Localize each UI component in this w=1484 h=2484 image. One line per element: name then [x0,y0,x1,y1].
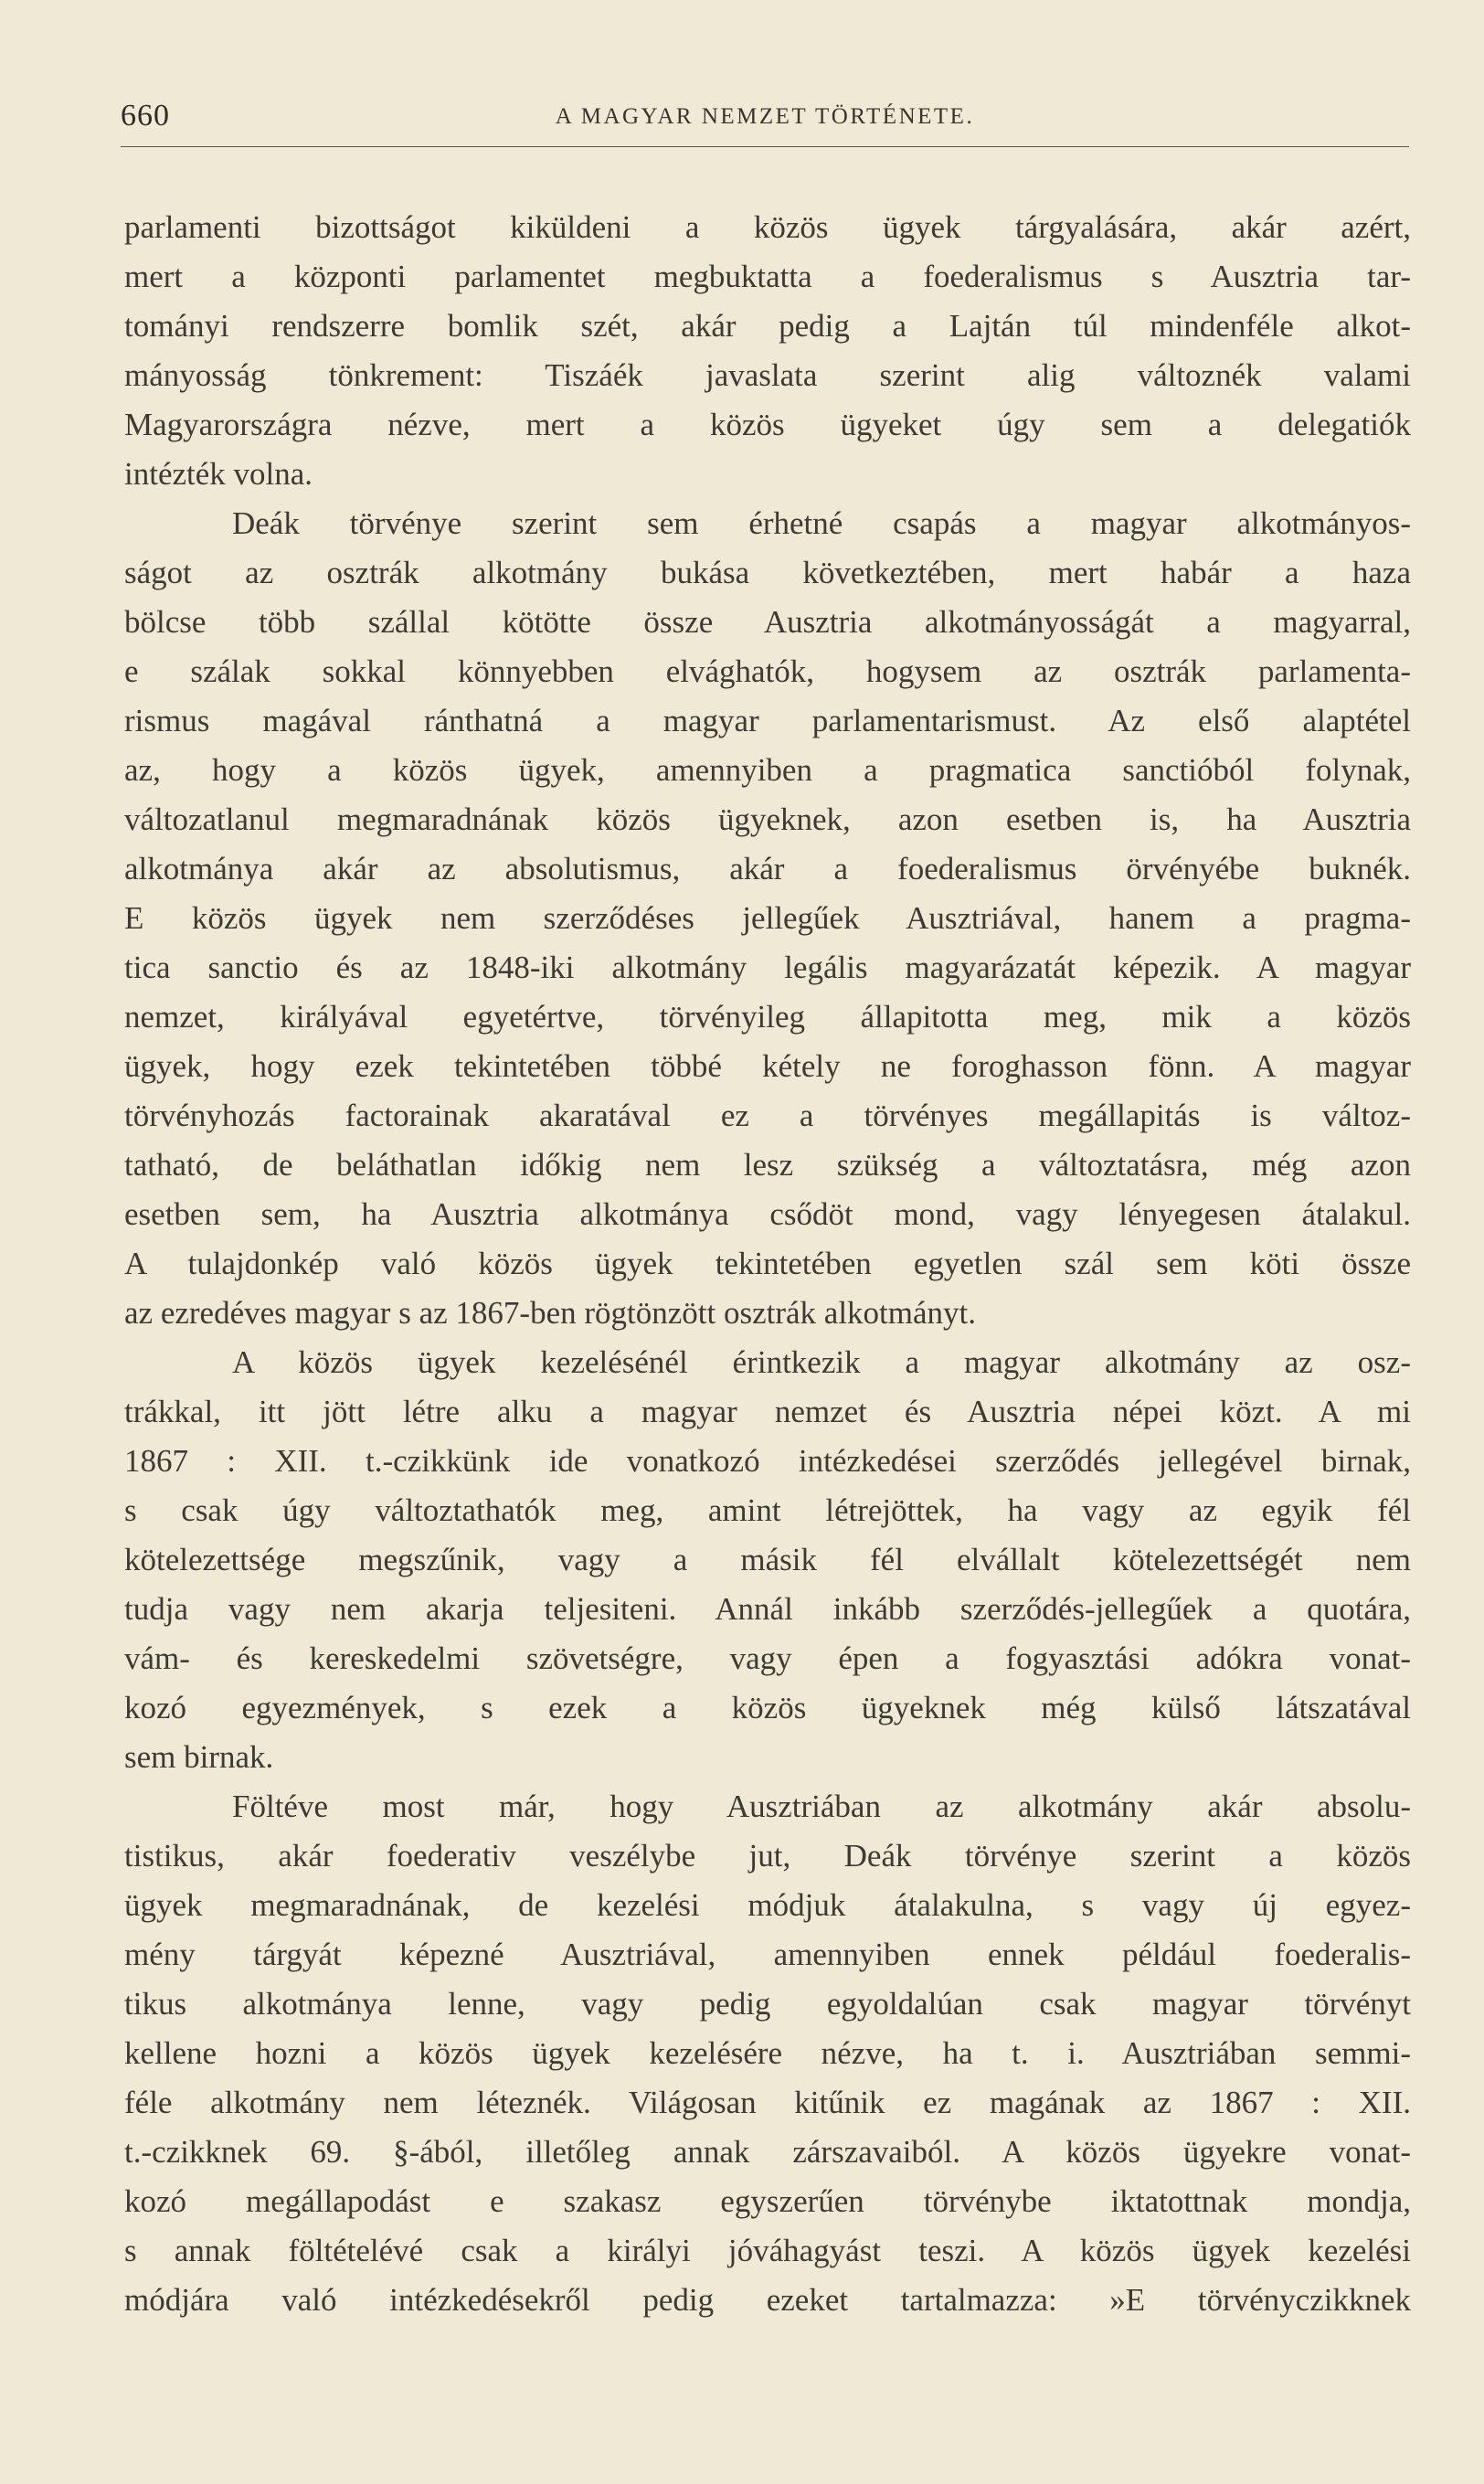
page-number: 660 [121,99,170,133]
text-line: kozó megállapodást e szakasz egyszerűen törvénybe iktatottnak mondja, [124,2183,1411,2219]
text-line: kötelezettsége megszűnik, vagy a másik fél elvállalt kötelezettségét nem [124,1542,1411,1577]
text-line: parlamenti bizottságot kiküldeni a közös ügyek tárgyalására, akár azért, [124,209,1411,245]
text-line: az ezredéves magyar s az 1867-ben rögtönzött osztrák alkotmányt. [124,1295,976,1331]
text-line: törvényhozás factorainak akaratával ez a törvényes megállapitás is változ- [124,1098,1411,1133]
text-line: az, hogy a közös ügyek, amennyiben a pragmatica sanctióból folynak, [124,752,1411,788]
text-line: t.-czikknek 69. §-ából, illetőleg annak zárszavaiból. A közös ügyekre vonat- [124,2134,1411,2170]
text-line: tistikus, akár foederativ veszélybe jut, Deák törvénye szerint a közös [124,1838,1411,1874]
text-line: rismus magával ránthatná a magyar parlamentarismust. Az első alaptétel [124,703,1411,738]
text-line: tikus alkotmánya lenne, vagy pedig egyoldalúan csak magyar törvényt [124,1986,1411,2022]
text-line: mert a központi parlamentet megbuktatta a foederalismus s Ausztria tar- [124,259,1411,294]
text-line: mányosság tönkrement: Tiszáék javaslata szerint alig változnék valami [124,357,1411,393]
text-line: esetben sem, ha Ausztria alkotmánya csődöt mond, vagy lényegesen átalakul. [124,1196,1411,1232]
text-line: s annak föltételévé csak a királyi jóváhagyást teszi. A közös ügyek kezelési [124,2233,1411,2268]
text-line: változatlanul megmaradnának közös ügyeknek, azon esetben is, ha Ausztria [124,801,1411,837]
text-line: trákkal, itt jött létre alku a magyar nemzet és Ausztria népei közt. A mi [124,1394,1411,1429]
running-title: A MAGYAR NEMZET TÖRTÉNETE. [555,104,975,129]
text-line: féle alkotmány nem léteznék. Világosan kitűnik ez magának az 1867 : XII. [124,2085,1411,2120]
page-header [121,99,1409,147]
paragraph-start-line: A közös ügyek kezelésénél érintkezik a magyar alkotmány az osz- [232,1344,1411,1380]
text-line: ságot az osztrák alkotmány bukása következtében, mert habár a haza [124,555,1411,590]
text-line: sem birnak. [124,1739,274,1775]
paragraph-start-line: Föltéve most már, hogy Ausztriában az alkotmány akár absolu- [232,1789,1411,1824]
text-line: E közös ügyek nem szerződéses jellegűek Ausztriával, hanem a pragma- [124,900,1411,936]
text-line: vám- és kereskedelmi szövetségre, vagy épen a fogyasztási adókra vonat- [124,1640,1411,1676]
text-line: nemzet, királyával egyetértve, törvényileg állapitotta meg, mik a közös [124,999,1411,1035]
text-line: kellene hozni a közös ügyek kezelésére nézve, ha t. i. Ausztriában semmi- [124,2035,1411,2071]
text-line: 1867 : XII. t.-czikkünk ide vonatkozó intézkedései szerződés jellegével birnak, [124,1443,1411,1479]
text-line: Magyarországra nézve, mert a közös ügyeket úgy sem a delegatiók [124,407,1411,442]
text-line: tica sanctio és az 1848-iki alkotmány legális magyarázatát képezik. A magyar [124,950,1411,985]
text-line: mény tárgyát képezné Ausztriával, amennyiben ennek például foederalis- [124,1937,1411,1972]
text-line: A tulajdonkép való közös ügyek tekintetében egyetlen szál sem köti össze [124,1246,1411,1281]
text-line: ügyek megmaradnának, de kezelési módjuk átalakulna, s vagy új egyez- [124,1887,1411,1923]
text-line: kozó egyezmények, s ezek a közös ügyeknek még külső látszatával [124,1690,1411,1725]
body-text [124,203,1411,2325]
text-line: tatható, de beláthatlan időkig nem lesz szükség a változtatásra, még azon [124,1147,1411,1183]
paragraph-start-line: Deák törvénye szerint sem érhetné csapás a magyar alkotmányos- [232,505,1411,541]
text-line: bölcse több szállal kötötte össze Ausztria alkotmányosságát a magyarral, [124,604,1411,640]
text-line: tudja vagy nem akarja teljesiteni. Annál inkább szerződés-jellegűek a quotára, [124,1591,1411,1627]
text-line: módjára való intézkedésekről pedig ezeket tartalmazza: »E törvényczikknek [124,2282,1411,2318]
text-line: alkotmánya akár az absolutismus, akár a foederalismus örvényébe buknék. [124,851,1411,886]
text-line: tományi rendszerre bomlik szét, akár pedig a Lajtán túl mindenféle alkot- [124,308,1411,344]
text-line: intézték volna. [124,456,313,492]
text-line: e szálak sokkal könnyebben elvághatók, hogysem az osztrák parlamenta- [124,653,1411,689]
text-line: s csak úgy változtathatók meg, amint létrejöttek, ha vagy az egyik fél [124,1492,1411,1528]
text-line: ügyek, hogy ezek tekintetében többé kétely ne foroghasson fönn. A magyar [124,1048,1411,1084]
